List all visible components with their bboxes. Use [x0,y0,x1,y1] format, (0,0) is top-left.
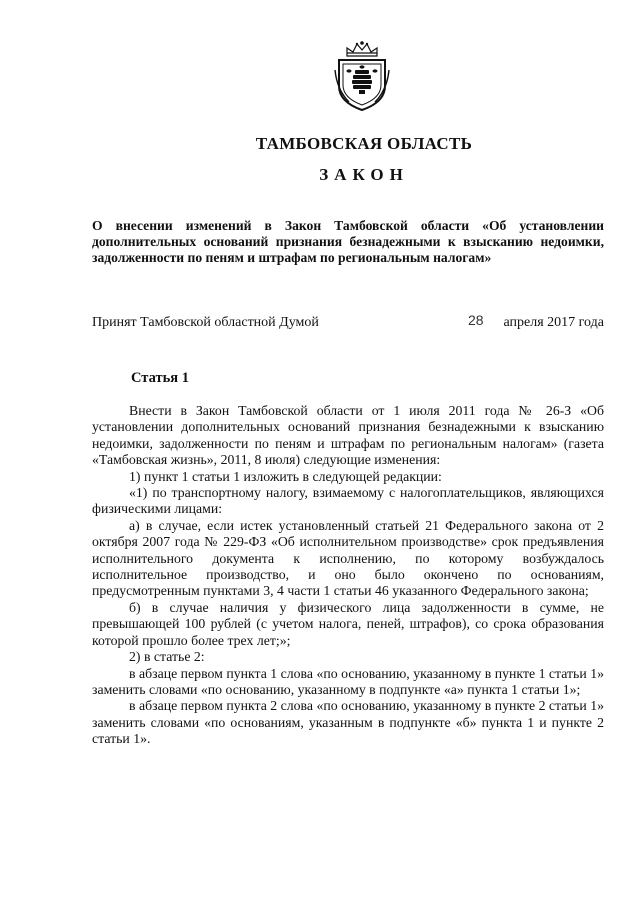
law-title: О внесении изменений в Закон Тамбовской области «Об установлении дополнительных оснований признания безнадежными к взысканию недоимки, задолженности по пеням и штрафам по региональным налогам» [92,218,604,265]
document-type: ЗАКОН [319,165,409,184]
paragraph: б) в случае наличия у физического лица задолженности в сумме, не превышающей 100 рублей (с учетом налога, пеней, штрафов), со срока образования которой прошло более трех лет;»; [92,599,604,648]
article-heading: Статья 1 [131,370,189,386]
paragraph: а) в случае, если истек установленный статьей 21 Федерального закона от 2 октября 2007 года № 229-ФЗ «Об исполнительном производстве» срок предъявления исполнительного документа к исполнению, по которому возбуждалось исполнительное производство, и оно было окончено по основаниям, предусмотренным пунктами 3, 4 части 1 статьи 46 указанного Федерального закона; [92,517,604,599]
coat-of-arms-icon [333,40,391,112]
paragraph: «1) по транспортному налогу, взимаемому с налогоплательщиков, являющихся физическими лицами: [92,485,604,517]
adopted-day: 28 [468,312,484,328]
paragraph: в абзаце первом пункта 2 слова «по основанию, указанному в пункте 2 статьи 1» заменить словами «по основаниям, указанным в подпункте «б» пункта 1 и пункте 2 статьи 1». [92,698,604,747]
paragraph: в абзаце первом пункта 1 слова «по основанию, указанному в пункте 1 статьи 1» заменить словами «по основанию, указанному в подпункте «а» пункта 1 статьи 1»; [92,665,604,697]
paragraph: 1) пункт 1 статьи 1 изложить в следующей редакции: [129,468,442,484]
region-title: ТАМБОВСКАЯ ОБЛАСТЬ [255,134,473,153]
paragraph: Внести в Закон Тамбовской области от 1 июля 2011 года № 26-З «Об установлении дополнительных оснований признания безнадежными к взысканию недоимки, задолженности по пеням и штрафам по региональным налогам» (газета «Тамбовская жизнь», 2011, 8 июля) следующие изменения: [92,403,604,468]
article-body [92,403,604,748]
adopted-date: апреля 2017 года [503,315,604,330]
paragraph: 2) в статье 2: [129,649,205,665]
adopted-by: Принят Тамбовской областной Думой [92,315,319,330]
